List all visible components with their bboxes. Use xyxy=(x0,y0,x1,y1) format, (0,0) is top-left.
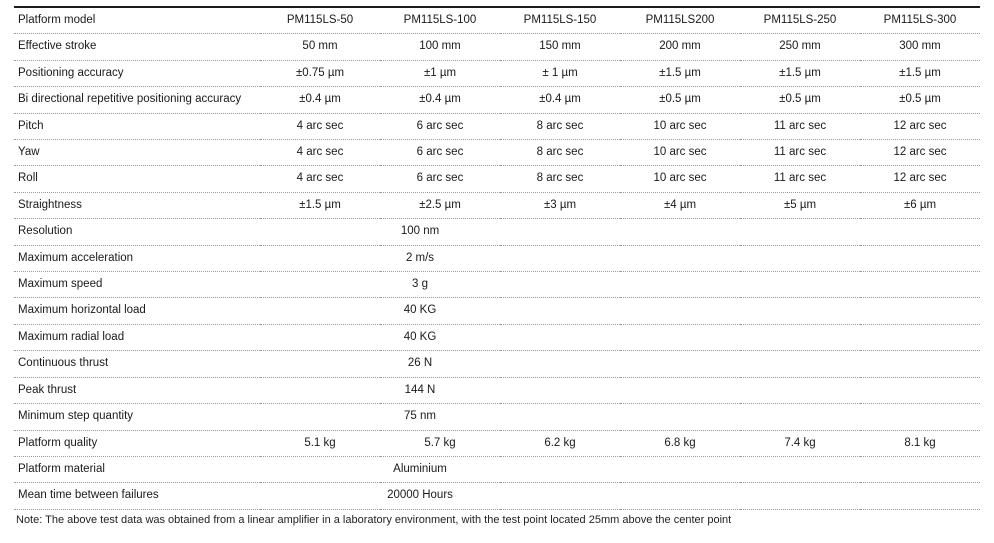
row-value: ± 1 µm xyxy=(500,60,620,86)
table-row xyxy=(14,351,980,377)
row-value: 300 mm xyxy=(860,34,980,60)
header-model-4: PM115LS-250 xyxy=(740,7,860,34)
row-label: Platform material xyxy=(14,456,260,482)
row-value: ±1.5 µm xyxy=(620,60,740,86)
table-row xyxy=(14,324,980,350)
row-value: 6.8 kg xyxy=(620,430,740,456)
row-value: 12 arc sec xyxy=(860,166,980,192)
table-row xyxy=(14,192,980,218)
table-row xyxy=(14,113,980,139)
row-value: 12 arc sec xyxy=(860,140,980,166)
row-value-merged: 40 KG xyxy=(260,298,980,324)
row-label: Bi directional repetitive positioning accuracy xyxy=(14,87,260,113)
row-value-merged: Aluminium xyxy=(260,456,980,482)
row-label: Maximum speed xyxy=(14,272,260,298)
row-value: ±0.75 µm xyxy=(260,60,380,86)
row-value: ±0.4 µm xyxy=(500,87,620,113)
row-value: 10 arc sec xyxy=(620,113,740,139)
table-row xyxy=(14,456,980,482)
row-value: ±1.5 µm xyxy=(860,60,980,86)
header-model-5: PM115LS-300 xyxy=(860,7,980,34)
table-row xyxy=(14,166,980,192)
row-value: 8 arc sec xyxy=(500,140,620,166)
row-label: Peak thrust xyxy=(14,377,260,403)
table-row xyxy=(14,140,980,166)
row-value: ±2.5 µm xyxy=(380,192,500,218)
row-value-merged: 75 nm xyxy=(260,404,980,430)
spec-sheet xyxy=(0,6,994,543)
row-value: ±0.5 µm xyxy=(860,87,980,113)
row-value: ±1.5 µm xyxy=(260,192,380,218)
row-label: Pitch xyxy=(14,113,260,139)
row-value: 6.2 kg xyxy=(500,430,620,456)
row-value: ±0.5 µm xyxy=(620,87,740,113)
table-row xyxy=(14,219,980,245)
row-value: 4 arc sec xyxy=(260,113,380,139)
row-value: 6 arc sec xyxy=(380,113,500,139)
row-label: Maximum horizontal load xyxy=(14,298,260,324)
row-value: ±1 µm xyxy=(380,60,500,86)
row-value: ±0.4 µm xyxy=(380,87,500,113)
row-value: 8 arc sec xyxy=(500,113,620,139)
row-label: Straightness xyxy=(14,192,260,218)
row-value-merged: 3 g xyxy=(260,272,980,298)
row-value: 250 mm xyxy=(740,34,860,60)
row-label: Effective stroke xyxy=(14,34,260,60)
row-value-merged: 20000 Hours xyxy=(260,483,980,509)
row-label: Mean time between failures xyxy=(14,483,260,509)
row-value: ±4 µm xyxy=(620,192,740,218)
row-value-merged: 26 N xyxy=(260,351,980,377)
row-value: 5.7 kg xyxy=(380,430,500,456)
row-value-merged: 2 m/s xyxy=(260,245,980,271)
specification-table xyxy=(14,6,980,510)
row-value: ±5 µm xyxy=(740,192,860,218)
table-row xyxy=(14,430,980,456)
row-value-merged: 40 KG xyxy=(260,324,980,350)
row-value: 8.1 kg xyxy=(860,430,980,456)
row-value: 200 mm xyxy=(620,34,740,60)
row-label: Positioning accuracy xyxy=(14,60,260,86)
row-value: ±0.5 µm xyxy=(740,87,860,113)
header-row-label: Platform model xyxy=(14,7,260,34)
row-value: 150 mm xyxy=(500,34,620,60)
table-row xyxy=(14,483,980,509)
row-label: Platform quality xyxy=(14,430,260,456)
row-value: 10 arc sec xyxy=(620,166,740,192)
header-model-0: PM115LS-50 xyxy=(260,7,380,34)
header-model-1: PM115LS-100 xyxy=(380,7,500,34)
row-value: ±1.5 µm xyxy=(740,60,860,86)
table-row xyxy=(14,404,980,430)
footnote: Note: The above test data was obtained from a linear amplifier in a laboratory environment, with the test point located 25mm above the center point xyxy=(16,514,732,526)
table-row xyxy=(14,87,980,113)
row-value: ±6 µm xyxy=(860,192,980,218)
table-row xyxy=(14,272,980,298)
row-value: 8 arc sec xyxy=(500,166,620,192)
row-value: 11 arc sec xyxy=(740,140,860,166)
row-value: 12 arc sec xyxy=(860,113,980,139)
row-value: 11 arc sec xyxy=(740,113,860,139)
row-value: ±3 µm xyxy=(500,192,620,218)
row-value: 6 arc sec xyxy=(380,140,500,166)
row-label: Yaw xyxy=(14,140,260,166)
row-label: Roll xyxy=(14,166,260,192)
row-label: Maximum radial load xyxy=(14,324,260,350)
row-label: Resolution xyxy=(14,219,260,245)
row-value-merged: 100 nm xyxy=(260,219,980,245)
row-value: 100 mm xyxy=(380,34,500,60)
row-label: Continuous thrust xyxy=(14,351,260,377)
row-label: Minimum step quantity xyxy=(14,404,260,430)
table-row xyxy=(14,245,980,271)
table-row xyxy=(14,298,980,324)
table-header-row xyxy=(14,7,980,34)
row-label: Maximum acceleration xyxy=(14,245,260,271)
table-row xyxy=(14,34,980,60)
row-value: 6 arc sec xyxy=(380,166,500,192)
row-value: 7.4 kg xyxy=(740,430,860,456)
row-value: 5.1 kg xyxy=(260,430,380,456)
table-row xyxy=(14,377,980,403)
row-value: 50 mm xyxy=(260,34,380,60)
table-body xyxy=(14,34,980,509)
row-value-merged: 144 N xyxy=(260,377,980,403)
row-value: ±0.4 µm xyxy=(260,87,380,113)
table-row xyxy=(14,60,980,86)
row-value: 4 arc sec xyxy=(260,166,380,192)
row-value: 11 arc sec xyxy=(740,166,860,192)
header-model-2: PM115LS-150 xyxy=(500,7,620,34)
header-model-3: PM115LS200 xyxy=(620,7,740,34)
row-value: 4 arc sec xyxy=(260,140,380,166)
row-value: 10 arc sec xyxy=(620,140,740,166)
